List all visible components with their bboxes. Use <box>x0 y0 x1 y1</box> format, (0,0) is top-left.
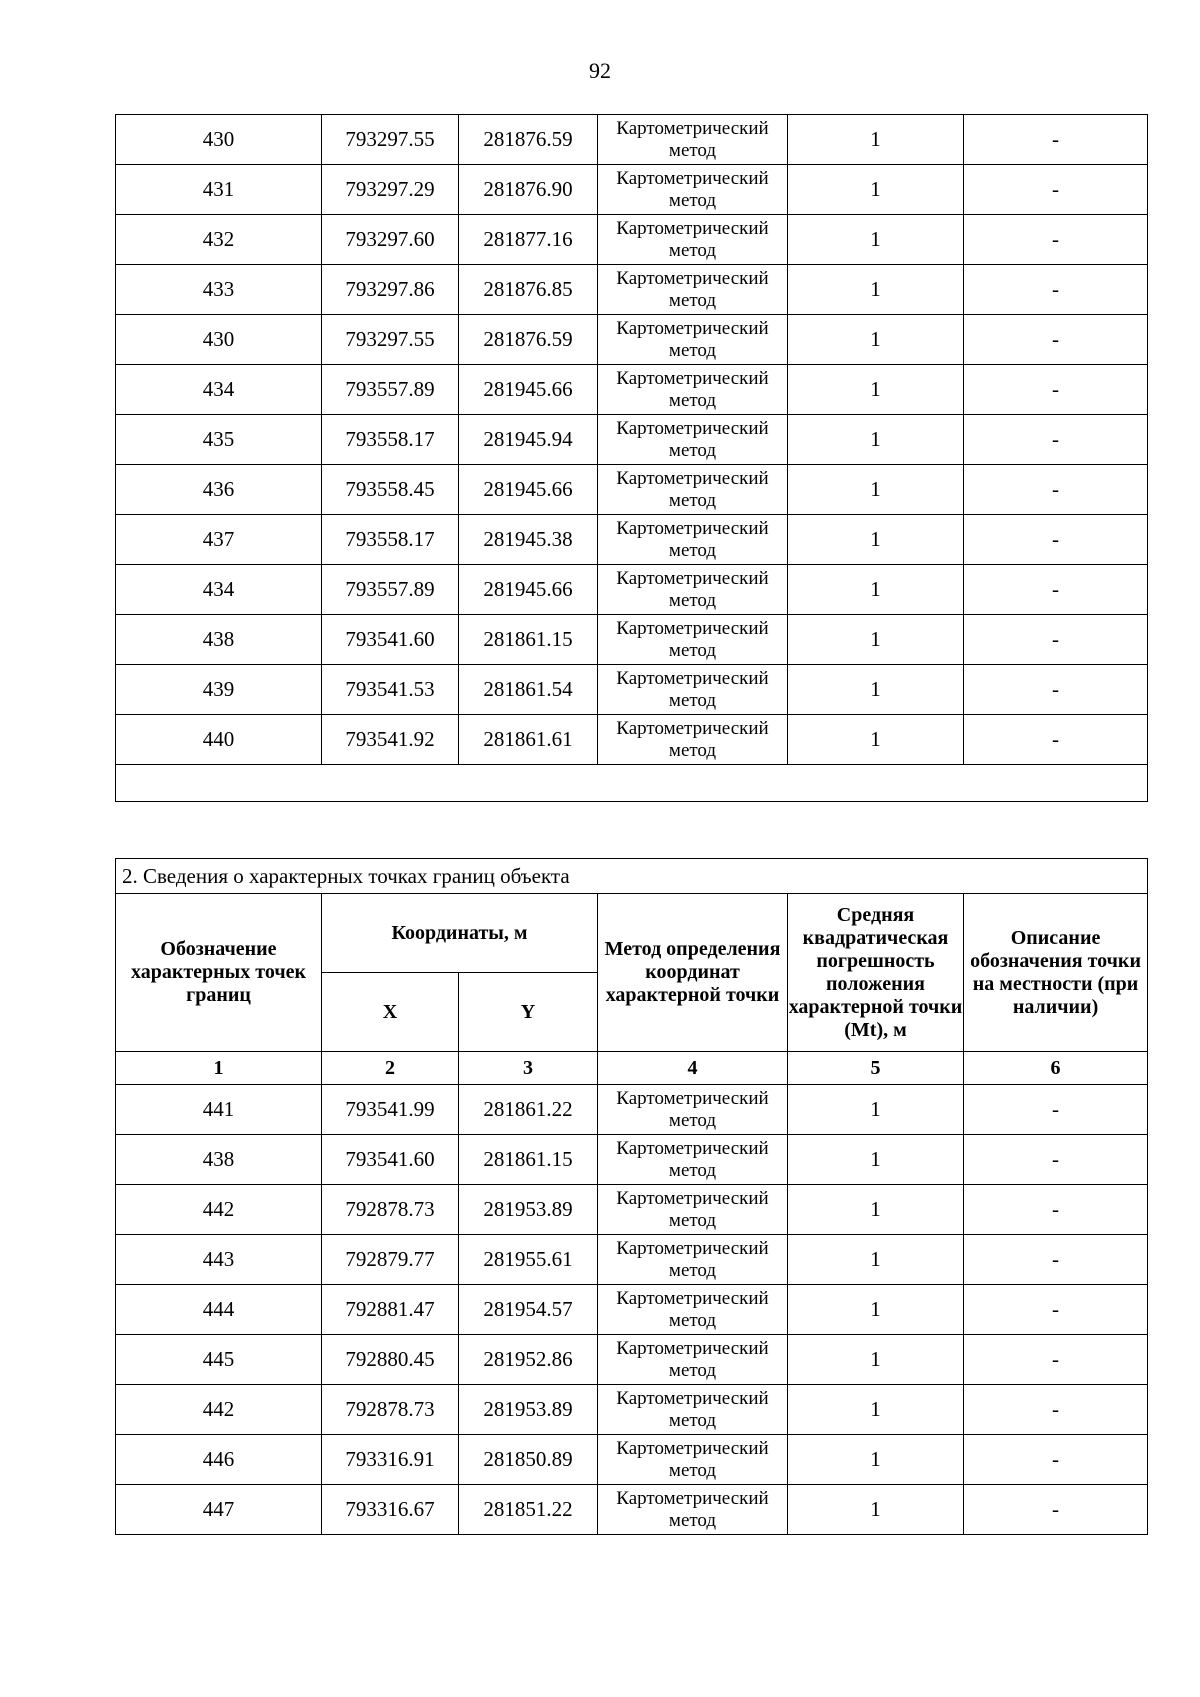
x-coordinate-cell: 793316.67 <box>322 1485 459 1535</box>
column-number: 2 <box>322 1052 459 1085</box>
method-cell <box>598 1435 788 1485</box>
mean-square-error-cell: 1 <box>788 1335 964 1385</box>
description-cell: - <box>964 265 1148 315</box>
x-coordinate-cell: 793541.92 <box>322 715 459 765</box>
table-row <box>116 315 1148 365</box>
method-text-line: Картометрический <box>616 1487 769 1509</box>
method-text-line: метод <box>668 1209 717 1231</box>
method-text-line: Картометрический <box>616 667 769 689</box>
method-cell <box>598 1335 788 1385</box>
table-row <box>116 665 1148 715</box>
table-header <box>116 859 1148 1085</box>
table-row <box>116 715 1148 765</box>
x-coordinate-cell: 793297.60 <box>322 215 459 265</box>
table-row <box>116 565 1148 615</box>
description-cell: - <box>964 115 1148 165</box>
table-row <box>116 1335 1148 1385</box>
method-text-line: метод <box>668 1409 717 1431</box>
x-coordinate-cell: 793558.17 <box>322 515 459 565</box>
point-cell: 442 <box>116 1185 322 1235</box>
mean-square-error-cell: 1 <box>788 1285 964 1335</box>
column-number: 1 <box>116 1052 322 1085</box>
method-text-line: Картометрический <box>616 1087 769 1109</box>
x-coordinate-cell: 793541.60 <box>322 615 459 665</box>
method-cell <box>598 1135 788 1185</box>
mean-square-error-cell: 1 <box>788 515 964 565</box>
point-cell: 430 <box>116 115 322 165</box>
column-number: 3 <box>459 1052 598 1085</box>
mean-square-error-cell: 1 <box>788 715 964 765</box>
method-cell <box>598 315 788 365</box>
method-cell <box>598 1485 788 1535</box>
mean-square-error-cell: 1 <box>788 1435 964 1485</box>
x-coordinate-cell: 792880.45 <box>322 1335 459 1385</box>
y-coordinate-cell: 281945.66 <box>459 365 598 415</box>
y-coordinate-cell: 281861.15 <box>459 615 598 665</box>
table-body <box>116 115 1148 802</box>
point-cell: 447 <box>116 1485 322 1535</box>
x-coordinate-cell: 793541.53 <box>322 665 459 715</box>
y-coordinate-cell: 281876.90 <box>459 165 598 215</box>
x-coordinate-cell: 793558.17 <box>322 415 459 465</box>
description-cell: - <box>964 615 1148 665</box>
method-cell <box>598 1085 788 1135</box>
description-cell: - <box>964 215 1148 265</box>
section-title: 2. Сведения о характерных точках границ объекта <box>116 859 1148 894</box>
y-coordinate-cell: 281861.61 <box>459 715 598 765</box>
point-cell: 446 <box>116 1435 322 1485</box>
y-coordinate-cell: 281877.16 <box>459 215 598 265</box>
method-text-line: метод <box>668 739 717 761</box>
table-row <box>116 1235 1148 1285</box>
y-coordinate-cell: 281861.22 <box>459 1085 598 1135</box>
column-number: 5 <box>788 1052 964 1085</box>
x-coordinate-cell: 793557.89 <box>322 565 459 615</box>
mean-square-error-cell: 1 <box>788 665 964 715</box>
method-cell <box>598 515 788 565</box>
method-text-line: метод <box>668 339 717 361</box>
description-cell: - <box>964 1235 1148 1285</box>
x-coordinate-cell: 793297.86 <box>322 265 459 315</box>
method-text-line: метод <box>668 1309 717 1331</box>
description-cell: - <box>964 415 1148 465</box>
method-text-line: Картометрический <box>616 567 769 589</box>
method-cell <box>598 365 788 415</box>
header-x: X <box>322 973 459 1052</box>
mean-square-error-cell: 1 <box>788 565 964 615</box>
y-coordinate-cell: 281851.22 <box>459 1485 598 1535</box>
mean-square-error-cell: 1 <box>788 1235 964 1285</box>
method-cell <box>598 1185 788 1235</box>
method-text-line: метод <box>668 489 717 511</box>
y-coordinate-cell: 281876.59 <box>459 115 598 165</box>
point-cell: 443 <box>116 1235 322 1285</box>
point-cell: 433 <box>116 265 322 315</box>
y-coordinate-cell: 281876.59 <box>459 315 598 365</box>
mean-square-error-cell: 1 <box>788 265 964 315</box>
y-coordinate-cell: 281952.86 <box>459 1335 598 1385</box>
table-row <box>116 1135 1148 1185</box>
method-text-line: Картометрический <box>616 1237 769 1259</box>
table-row <box>116 365 1148 415</box>
point-cell: 435 <box>116 415 322 465</box>
point-cell: 434 <box>116 365 322 415</box>
page-number: 92 <box>589 58 611 83</box>
method-cell <box>598 665 788 715</box>
method-text-line: метод <box>668 539 717 561</box>
method-text-line: метод <box>668 1159 717 1181</box>
method-text-line: Картометрический <box>616 217 769 239</box>
point-cell: 434 <box>116 565 322 615</box>
x-coordinate-cell: 793541.99 <box>322 1085 459 1135</box>
header-mean-square-error: Средняя квадратическая погрешность положения характерной точки (Mt), м <box>788 894 964 1052</box>
method-cell <box>598 1385 788 1435</box>
method-cell <box>598 465 788 515</box>
x-coordinate-cell: 792879.77 <box>322 1235 459 1285</box>
x-coordinate-cell: 792881.47 <box>322 1285 459 1335</box>
method-text-line: метод <box>668 439 717 461</box>
boundary-points-table <box>115 858 1148 1535</box>
mean-square-error-cell: 1 <box>788 465 964 515</box>
table-row <box>116 465 1148 515</box>
y-coordinate-cell: 281953.89 <box>459 1185 598 1235</box>
header-description: Описание обозначения точки на местности (при наличии) <box>964 894 1148 1052</box>
column-number: 6 <box>964 1052 1148 1085</box>
method-cell <box>598 715 788 765</box>
method-cell <box>598 115 788 165</box>
method-cell <box>598 165 788 215</box>
point-cell: 432 <box>116 215 322 265</box>
mean-square-error-cell: 1 <box>788 1385 964 1435</box>
table-row <box>116 265 1148 315</box>
description-cell: - <box>964 165 1148 215</box>
mean-square-error-cell: 1 <box>788 315 964 365</box>
column-number: 4 <box>598 1052 788 1085</box>
y-coordinate-cell: 281945.38 <box>459 515 598 565</box>
description-cell: - <box>964 1485 1148 1535</box>
point-cell: 440 <box>116 715 322 765</box>
point-cell: 441 <box>116 1085 322 1135</box>
method-text-line: Картометрический <box>616 717 769 739</box>
description-cell: - <box>964 665 1148 715</box>
method-text-line: Картометрический <box>616 1137 769 1159</box>
point-cell: 444 <box>116 1285 322 1335</box>
description-cell: - <box>964 1085 1148 1135</box>
method-text-line: метод <box>668 1109 717 1131</box>
method-text-line: Картометрический <box>616 517 769 539</box>
description-cell: - <box>964 1335 1148 1385</box>
point-cell: 439 <box>116 665 322 715</box>
method-text-line: Картометрический <box>616 367 769 389</box>
table-row <box>116 415 1148 465</box>
mean-square-error-cell: 1 <box>788 1485 964 1535</box>
mean-square-error-cell: 1 <box>788 165 964 215</box>
table-row <box>116 1485 1148 1535</box>
table-body <box>116 1085 1148 1535</box>
y-coordinate-cell: 281954.57 <box>459 1285 598 1335</box>
x-coordinate-cell: 793316.91 <box>322 1435 459 1485</box>
description-cell: - <box>964 365 1148 415</box>
method-text-line: Картометрический <box>616 1337 769 1359</box>
method-cell <box>598 265 788 315</box>
description-cell: - <box>964 565 1148 615</box>
x-coordinate-cell: 792878.73 <box>322 1385 459 1435</box>
method-text-line: Картометрический <box>616 467 769 489</box>
y-coordinate-cell: 281945.66 <box>459 465 598 515</box>
empty-row <box>116 765 1148 802</box>
mean-square-error-cell: 1 <box>788 365 964 415</box>
mean-square-error-cell: 1 <box>788 415 964 465</box>
description-cell: - <box>964 1385 1148 1435</box>
description-cell: - <box>964 1185 1148 1235</box>
method-text-line: метод <box>668 139 717 161</box>
header-y: Y <box>459 973 598 1052</box>
mean-square-error-cell: 1 <box>788 1085 964 1135</box>
x-coordinate-cell: 793541.60 <box>322 1135 459 1185</box>
method-text-line: Картометрический <box>616 617 769 639</box>
mean-square-error-cell: 1 <box>788 115 964 165</box>
method-text-line: метод <box>668 289 717 311</box>
method-text-line: Картометрический <box>616 1287 769 1309</box>
description-cell: - <box>964 515 1148 565</box>
y-coordinate-cell: 281955.61 <box>459 1235 598 1285</box>
y-coordinate-cell: 281861.54 <box>459 665 598 715</box>
method-text-line: Картометрический <box>616 167 769 189</box>
header-point-designation: Обозначение характерных точек границ <box>116 894 322 1052</box>
method-text-line: метод <box>668 189 717 211</box>
table-row <box>116 615 1148 665</box>
method-text-line: метод <box>668 239 717 261</box>
table-row <box>116 515 1148 565</box>
point-cell: 431 <box>116 165 322 215</box>
method-text-line: метод <box>668 389 717 411</box>
method-text-line: метод <box>668 1359 717 1381</box>
header-coordinates: Координаты, м <box>322 894 598 973</box>
table-row <box>116 1385 1148 1435</box>
method-cell <box>598 1235 788 1285</box>
point-cell: 436 <box>116 465 322 515</box>
description-cell: - <box>964 1435 1148 1485</box>
mean-square-error-cell: 1 <box>788 215 964 265</box>
x-coordinate-cell: 793297.55 <box>322 115 459 165</box>
table-row <box>116 1435 1148 1485</box>
method-text-line: метод <box>668 589 717 611</box>
method-cell <box>598 1285 788 1335</box>
x-coordinate-cell: 793297.29 <box>322 165 459 215</box>
method-cell <box>598 565 788 615</box>
header-method: Метод определения координат характерной точки <box>598 894 788 1052</box>
table-row <box>116 215 1148 265</box>
description-cell: - <box>964 1285 1148 1335</box>
y-coordinate-cell: 281945.66 <box>459 565 598 615</box>
y-coordinate-cell: 281953.89 <box>459 1385 598 1435</box>
point-cell: 437 <box>116 515 322 565</box>
method-text-line: Картометрический <box>616 267 769 289</box>
table-row <box>116 1085 1148 1135</box>
table-row <box>116 115 1148 165</box>
x-coordinate-cell: 792878.73 <box>322 1185 459 1235</box>
method-text-line: метод <box>668 1509 717 1531</box>
boundary-points-table-continued <box>115 114 1148 802</box>
method-text-line: метод <box>668 1459 717 1481</box>
point-cell: 442 <box>116 1385 322 1435</box>
x-coordinate-cell: 793557.89 <box>322 365 459 415</box>
method-cell <box>598 215 788 265</box>
method-text-line: метод <box>668 1259 717 1281</box>
mean-square-error-cell: 1 <box>788 1185 964 1235</box>
description-cell: - <box>964 1135 1148 1185</box>
method-text-line: Картометрический <box>616 1187 769 1209</box>
x-coordinate-cell: 793297.55 <box>322 315 459 365</box>
x-coordinate-cell: 793558.45 <box>322 465 459 515</box>
point-cell: 430 <box>116 315 322 365</box>
mean-square-error-cell: 1 <box>788 615 964 665</box>
y-coordinate-cell: 281876.85 <box>459 265 598 315</box>
point-cell: 438 <box>116 615 322 665</box>
method-text-line: Картометрический <box>616 417 769 439</box>
point-cell: 445 <box>116 1335 322 1385</box>
empty-cell <box>116 765 1148 802</box>
method-text-line: метод <box>668 689 717 711</box>
y-coordinate-cell: 281850.89 <box>459 1435 598 1485</box>
y-coordinate-cell: 281945.94 <box>459 415 598 465</box>
description-cell: - <box>964 465 1148 515</box>
table-row <box>116 1285 1148 1335</box>
method-text-line: Картометрический <box>616 1387 769 1409</box>
point-cell: 438 <box>116 1135 322 1185</box>
method-text-line: метод <box>668 639 717 661</box>
mean-square-error-cell: 1 <box>788 1135 964 1185</box>
table-row <box>116 1185 1148 1235</box>
method-text-line: Картометрический <box>616 117 769 139</box>
method-cell <box>598 615 788 665</box>
description-cell: - <box>964 315 1148 365</box>
method-cell <box>598 415 788 465</box>
method-text-line: Картометрический <box>616 317 769 339</box>
table-row <box>116 165 1148 215</box>
y-coordinate-cell: 281861.15 <box>459 1135 598 1185</box>
method-text-line: Картометрический <box>616 1437 769 1459</box>
description-cell: - <box>964 715 1148 765</box>
